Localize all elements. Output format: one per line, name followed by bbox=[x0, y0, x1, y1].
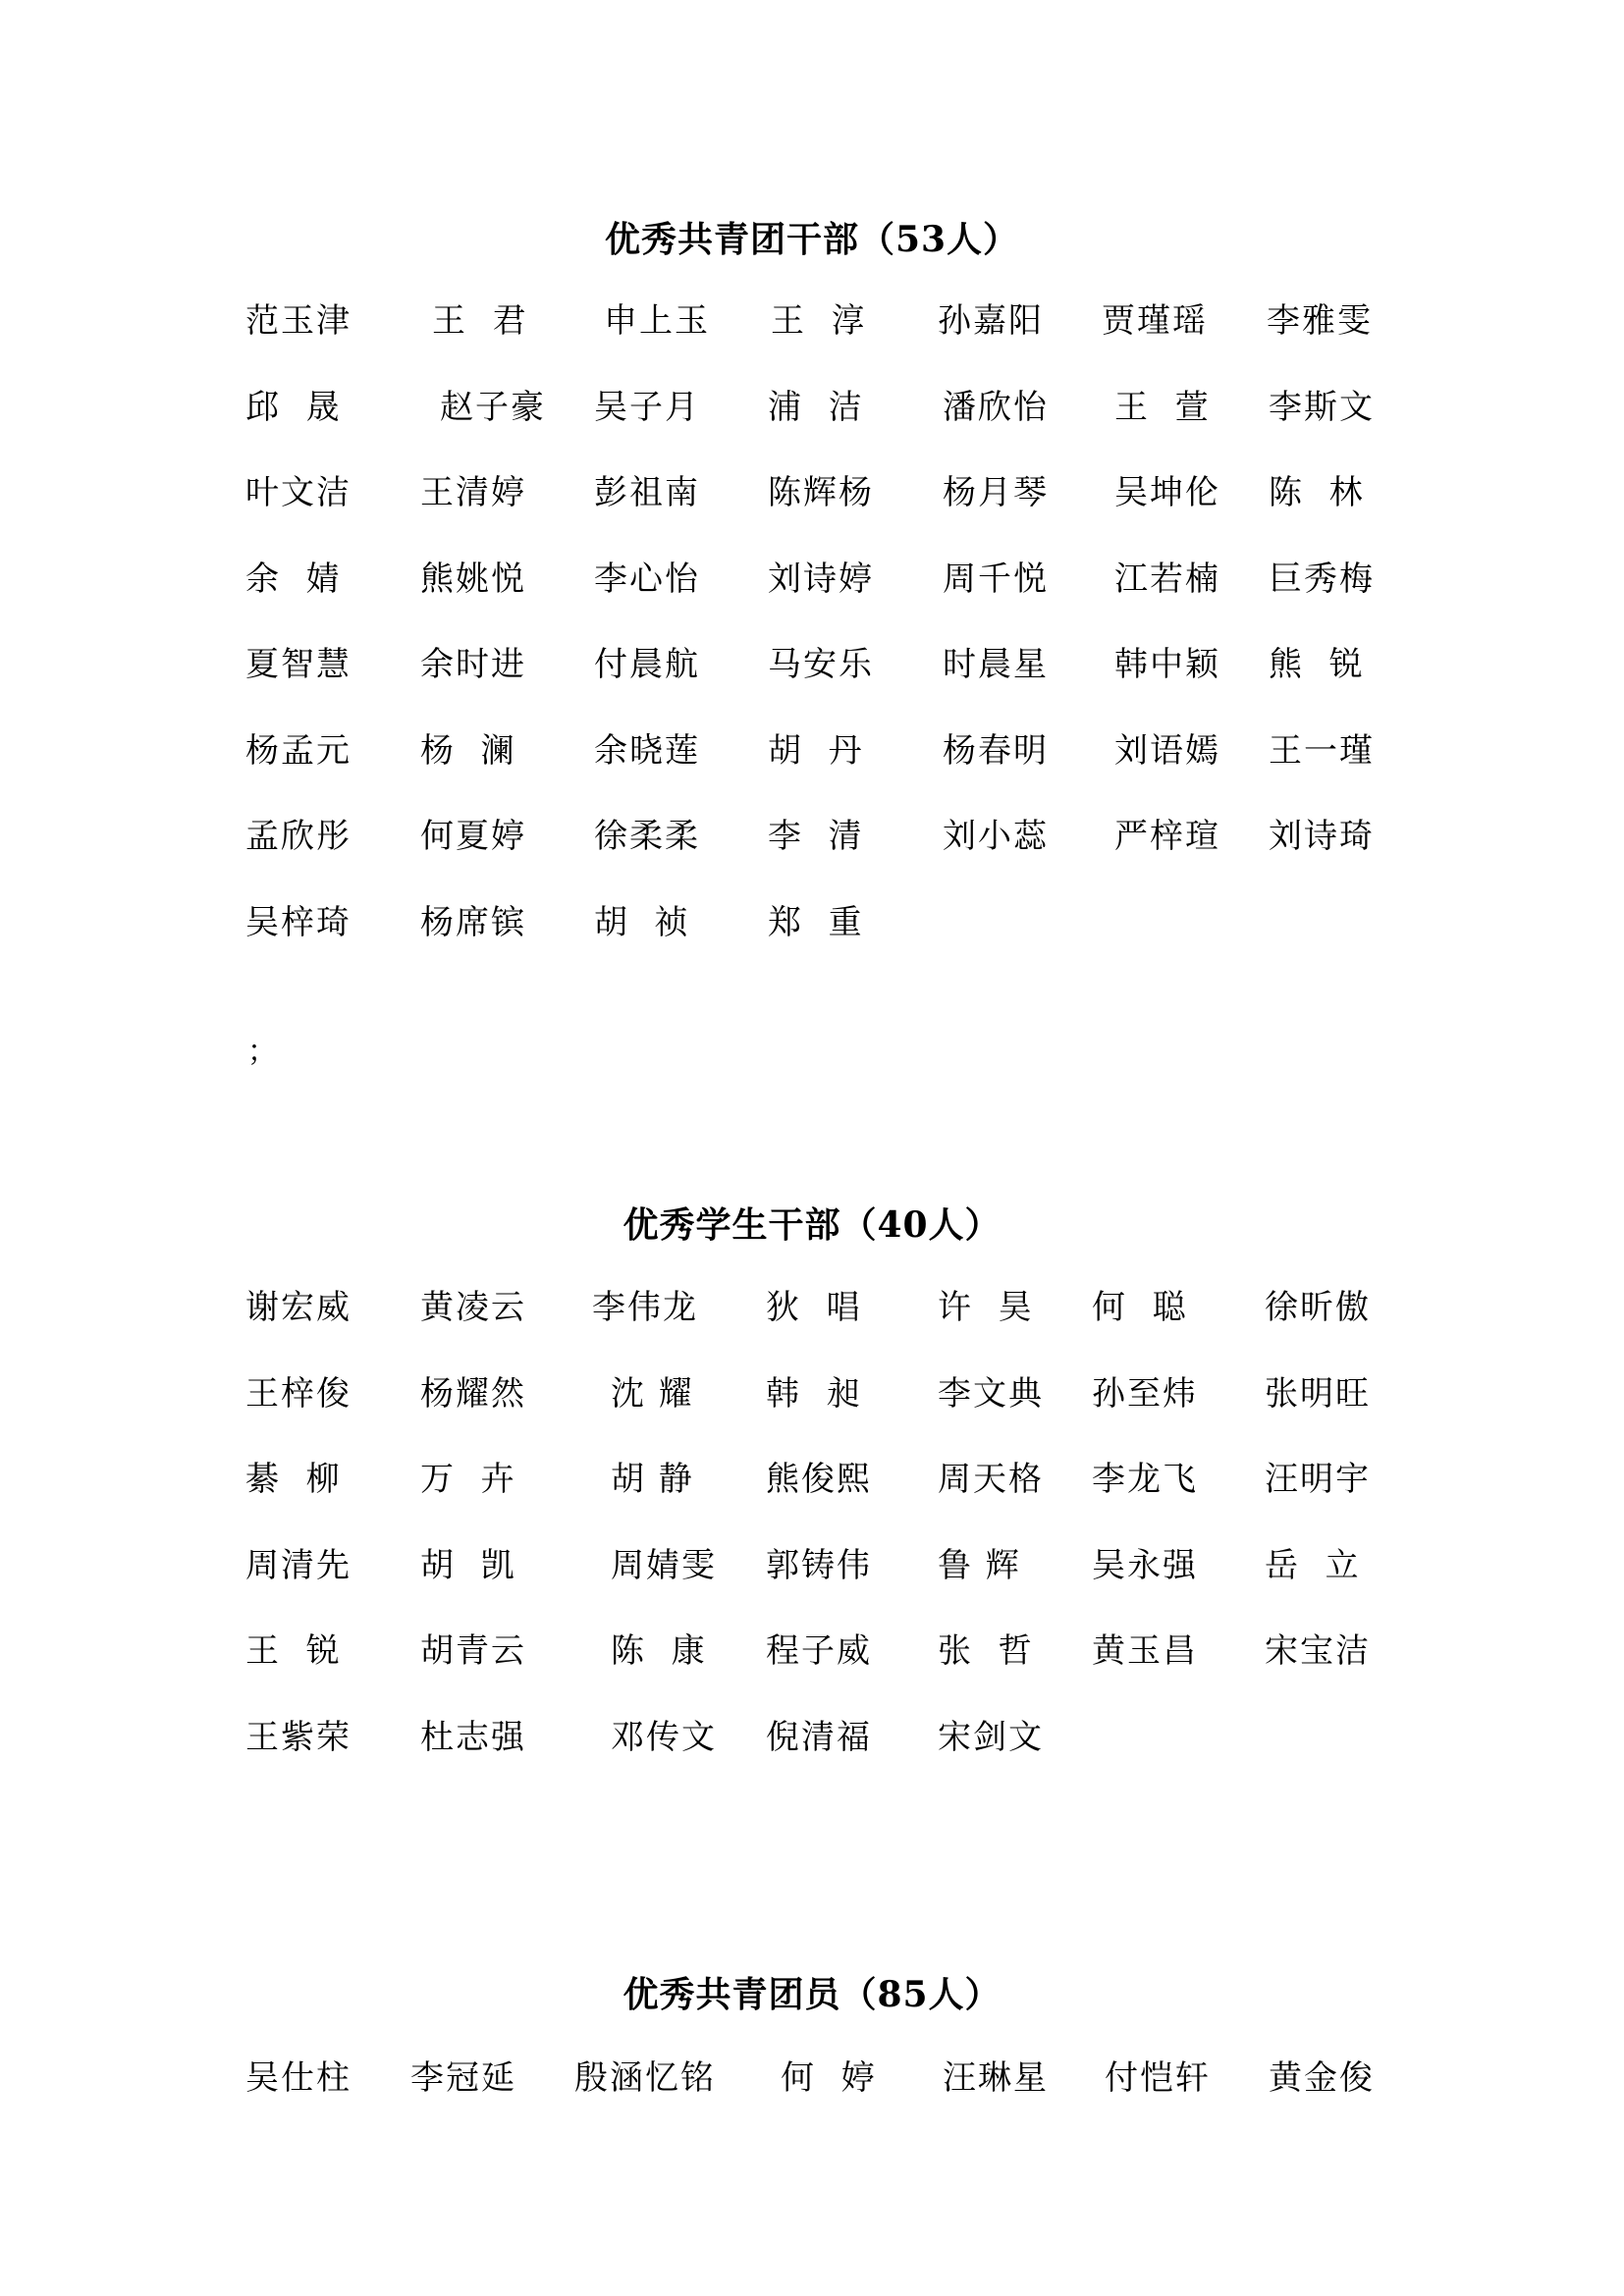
name-entry: 王梓俊 bbox=[245, 1373, 352, 1414]
name-entry: 徐昕傲 bbox=[1265, 1288, 1371, 1327]
name-entry: 李雅雯 bbox=[1267, 301, 1373, 341]
name-entry: 王 锐 bbox=[245, 1631, 342, 1671]
name-entry: 胡 静 bbox=[611, 1460, 694, 1499]
name-entry: 黄凌云 bbox=[420, 1288, 526, 1327]
name-entry: 李冠延 bbox=[410, 2058, 516, 2098]
name-entry: 胡青云 bbox=[420, 1631, 526, 1671]
name-entry: 吴仕柱 bbox=[245, 2058, 352, 2098]
name-entry: 胡 丹 bbox=[768, 730, 864, 771]
name-row bbox=[245, 386, 1394, 472]
name-entry: 王 君 bbox=[432, 301, 528, 341]
name-entry: 韩 昶 bbox=[766, 1373, 862, 1414]
name-entry: 叶文洁 bbox=[245, 473, 352, 512]
name-entry: 严梓瑄 bbox=[1114, 817, 1220, 856]
name-grid-league-cadres bbox=[245, 299, 1394, 987]
section-title-student-cadres: 优秀学生干部（40人） bbox=[623, 1204, 1001, 1246]
name-entry: 吴坤伦 bbox=[1114, 473, 1220, 512]
name-entry: 孙至炜 bbox=[1092, 1373, 1198, 1414]
name-entry: 许 昊 bbox=[938, 1288, 1034, 1327]
name-entry: 孙嘉阳 bbox=[938, 301, 1044, 341]
name-entry: 杨月琴 bbox=[943, 473, 1049, 512]
name-entry: 余 婧 bbox=[245, 559, 342, 599]
name-entry: 韩中颖 bbox=[1114, 645, 1220, 684]
name-entry: 李 清 bbox=[768, 817, 864, 856]
name-entry: 杜志强 bbox=[420, 1717, 526, 1757]
section-title-league-members: 优秀共青团员（85人） bbox=[623, 1974, 1001, 2015]
name-entry: 马安乐 bbox=[768, 645, 874, 684]
name-entry: 王 淳 bbox=[771, 301, 867, 341]
name-entry: 王清婷 bbox=[420, 473, 526, 512]
name-row bbox=[245, 471, 1394, 558]
name-entry: 杨席镔 bbox=[420, 902, 526, 942]
section-title-league-cadres: 优秀共青团干部（53人） bbox=[604, 219, 1020, 260]
name-entry: 汪明宇 bbox=[1265, 1460, 1371, 1499]
name-entry: 吴子月 bbox=[594, 387, 700, 427]
name-row bbox=[245, 815, 1394, 901]
name-row bbox=[245, 643, 1394, 729]
name-entry: 殷涵忆铭 bbox=[574, 2058, 716, 2098]
name-row bbox=[245, 299, 1394, 386]
name-entry: 何夏婷 bbox=[420, 817, 526, 856]
name-entry: 周清先 bbox=[245, 1545, 352, 1585]
name-entry: 吴梓琦 bbox=[245, 902, 352, 942]
name-row bbox=[245, 1458, 1394, 1544]
name-entry: 夏智慧 bbox=[245, 645, 352, 684]
name-entry: 邱 晟 bbox=[245, 387, 342, 427]
name-grid-student-cadres bbox=[245, 1286, 1394, 1801]
name-entry: 邓传文 bbox=[611, 1717, 717, 1757]
name-entry: 张明旺 bbox=[1265, 1373, 1371, 1414]
name-entry: 吴永强 bbox=[1092, 1545, 1198, 1585]
name-row bbox=[245, 2056, 1394, 2143]
name-entry: 周天格 bbox=[938, 1460, 1044, 1499]
name-entry: 李文典 bbox=[938, 1373, 1044, 1414]
name-entry: 徐柔柔 bbox=[594, 817, 700, 856]
name-entry: 杨 澜 bbox=[420, 730, 516, 771]
name-entry: 沈 耀 bbox=[611, 1373, 694, 1414]
name-entry: 鲁 辉 bbox=[938, 1545, 1021, 1585]
name-entry: 江若楠 bbox=[1114, 559, 1220, 599]
name-entry: 宋剑文 bbox=[938, 1717, 1044, 1757]
name-entry: 刘诗婷 bbox=[768, 559, 874, 599]
name-entry: 熊 锐 bbox=[1269, 645, 1365, 684]
name-row bbox=[245, 1629, 1394, 1716]
name-entry: 王 萱 bbox=[1114, 387, 1211, 427]
name-entry: 余时进 bbox=[420, 645, 526, 684]
name-entry: 万 卉 bbox=[420, 1460, 516, 1499]
name-entry: 宋宝洁 bbox=[1265, 1631, 1371, 1671]
name-entry: 李心怡 bbox=[594, 559, 700, 599]
name-entry: 孟欣彤 bbox=[245, 817, 352, 856]
name-grid-league-members bbox=[245, 2056, 1394, 2143]
name-entry: 陈 康 bbox=[611, 1631, 707, 1671]
name-entry: 陈辉杨 bbox=[768, 473, 874, 512]
name-entry: 付晨航 bbox=[594, 645, 700, 684]
name-row bbox=[245, 729, 1394, 816]
name-row bbox=[245, 1286, 1394, 1372]
separator-mark: ； bbox=[247, 1035, 277, 1069]
name-entry: 李伟龙 bbox=[592, 1288, 698, 1327]
name-entry: 王一瑾 bbox=[1269, 730, 1375, 771]
name-row bbox=[245, 901, 1394, 988]
name-entry: 付恺轩 bbox=[1105, 2058, 1211, 2098]
name-entry: 黄金俊 bbox=[1269, 2058, 1375, 2098]
name-entry: 刘诗琦 bbox=[1269, 817, 1375, 856]
name-entry: 巨秀梅 bbox=[1269, 559, 1375, 599]
name-entry: 何 婷 bbox=[781, 2058, 877, 2098]
name-entry: 彭祖南 bbox=[594, 473, 700, 512]
name-entry: 李龙飞 bbox=[1092, 1460, 1198, 1499]
name-entry: 杨春明 bbox=[943, 730, 1049, 771]
name-entry: 刘语嫣 bbox=[1114, 730, 1220, 771]
name-entry: 郑 重 bbox=[768, 902, 864, 942]
name-entry: 周千悦 bbox=[943, 559, 1049, 599]
name-entry: 熊俊熙 bbox=[766, 1460, 872, 1499]
name-entry: 狄 唱 bbox=[766, 1288, 862, 1327]
name-entry: 赵子豪 bbox=[440, 387, 546, 427]
name-entry: 申上玉 bbox=[604, 301, 710, 341]
name-entry: 余晓莲 bbox=[594, 730, 700, 771]
name-entry: 贾瑾瑶 bbox=[1102, 301, 1208, 341]
name-entry: 倪清福 bbox=[766, 1717, 872, 1757]
name-entry: 陈 林 bbox=[1269, 473, 1365, 512]
name-entry: 程子威 bbox=[766, 1631, 872, 1671]
name-entry: 綦 柳 bbox=[245, 1460, 342, 1499]
name-entry: 郭铸伟 bbox=[766, 1545, 872, 1585]
name-entry: 杨耀然 bbox=[420, 1373, 526, 1414]
name-entry: 黄玉昌 bbox=[1092, 1631, 1198, 1671]
name-entry: 王紫荣 bbox=[245, 1717, 352, 1757]
name-entry: 熊姚悦 bbox=[420, 559, 526, 599]
name-entry: 胡 凯 bbox=[420, 1545, 516, 1585]
name-entry: 张 哲 bbox=[938, 1631, 1034, 1671]
name-entry: 岳 立 bbox=[1265, 1545, 1361, 1585]
name-row bbox=[245, 1544, 1394, 1630]
name-entry: 潘欣怡 bbox=[943, 387, 1049, 427]
name-entry: 杨孟元 bbox=[245, 730, 352, 771]
name-row bbox=[245, 558, 1394, 644]
name-entry: 何 聪 bbox=[1092, 1288, 1188, 1327]
name-entry: 刘小蕊 bbox=[943, 817, 1049, 856]
name-row bbox=[245, 1716, 1394, 1802]
name-entry: 汪琳星 bbox=[943, 2058, 1049, 2098]
name-entry: 浦 洁 bbox=[768, 387, 864, 427]
name-entry: 时晨星 bbox=[943, 645, 1049, 684]
name-entry: 谢宏威 bbox=[245, 1288, 352, 1327]
name-entry: 李斯文 bbox=[1269, 387, 1375, 427]
name-row bbox=[245, 1372, 1394, 1459]
name-entry: 胡 祯 bbox=[594, 902, 690, 942]
name-entry: 周婧雯 bbox=[611, 1545, 717, 1585]
name-entry: 范玉津 bbox=[245, 301, 352, 341]
